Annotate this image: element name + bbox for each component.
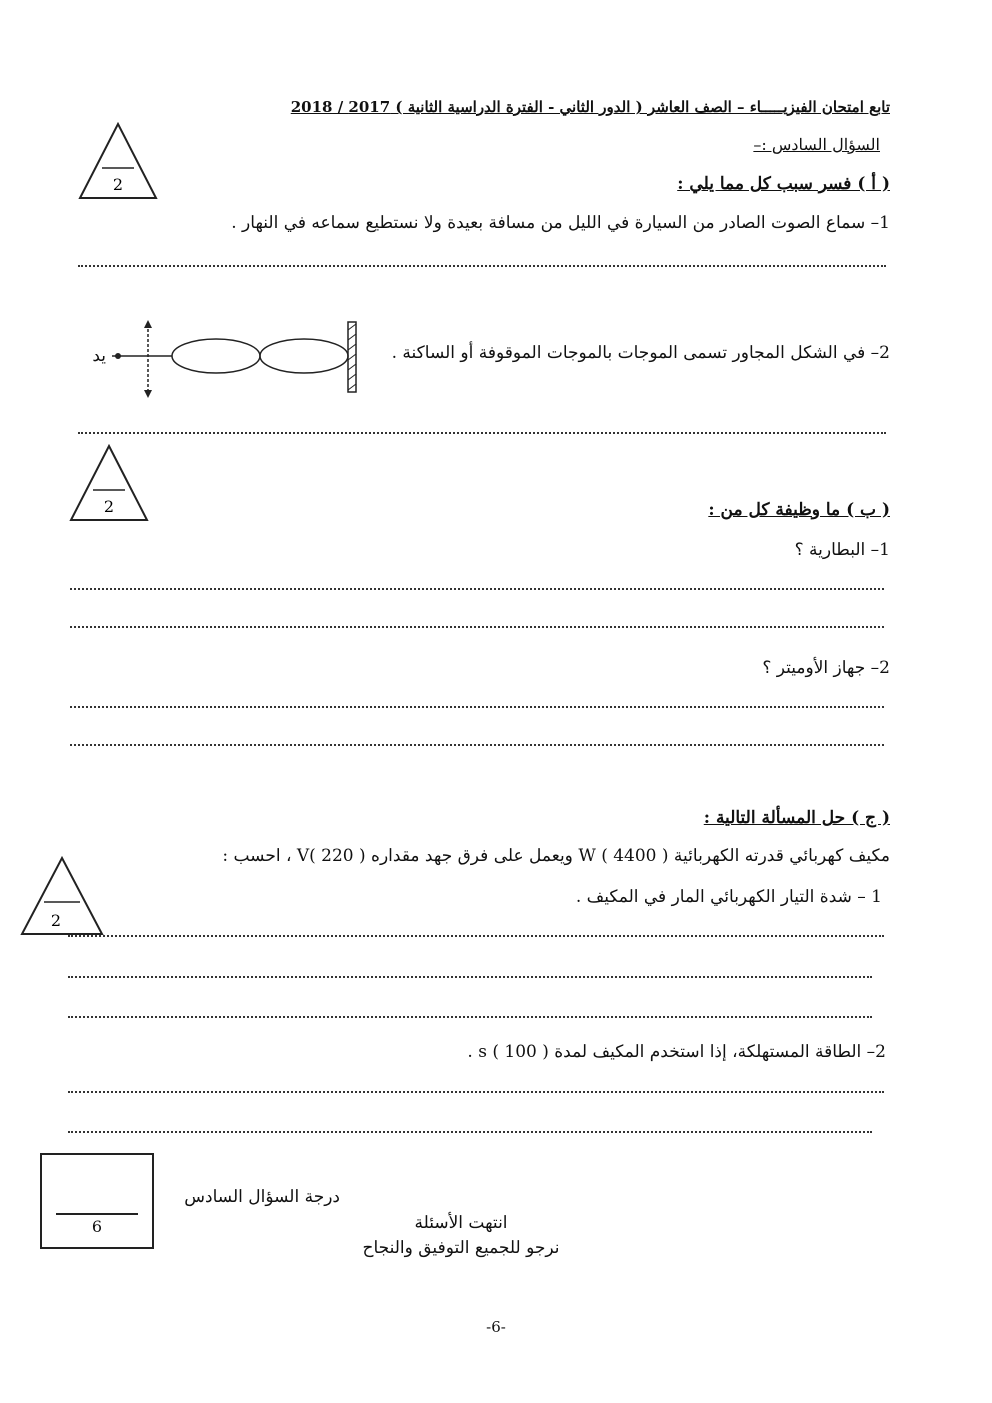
section-b-item2: 2– جهاز الأوميتر ؟ bbox=[762, 658, 890, 678]
answer-line bbox=[78, 432, 886, 434]
mark-triangle-c bbox=[20, 856, 104, 936]
section-c-item2: 2– الطاقة المستهلكة، إذا استخدم المكيف لمدة s ( 100 ) . bbox=[467, 1042, 886, 1062]
total-mark-value: 6 bbox=[91, 1217, 103, 1236]
page-number: -6- bbox=[486, 1318, 506, 1336]
section-b-item1: 1– البطارية ؟ bbox=[794, 540, 890, 560]
end-of-questions: انتهت الأسئلة bbox=[414, 1213, 508, 1233]
answer-line bbox=[68, 1131, 872, 1133]
section-a-item2: 2– في الشكل المجاور تسمى الموجات بالموجات الموقوفة أو الساكنة . bbox=[391, 343, 890, 363]
mark-triangle-b bbox=[69, 444, 149, 522]
section-b-title: ( ب ) ما وظيفة كل من : bbox=[708, 500, 890, 520]
section-a-title: ( أ ) فسر سبب كل مما يلي : bbox=[677, 174, 890, 194]
score-label: درجة السؤال السادس bbox=[184, 1187, 340, 1207]
question-title: السؤال السادس :– bbox=[753, 135, 880, 154]
answer-line bbox=[70, 626, 884, 628]
answer-line bbox=[68, 935, 884, 937]
answer-line bbox=[68, 976, 872, 978]
question-score-box bbox=[40, 1153, 154, 1249]
section-a-item1: 1– سماع الصوت الصادر من السيارة في الليل من مسافة بعيدة ولا نستطيع سماعه في النهار . bbox=[231, 213, 890, 233]
answer-line bbox=[70, 588, 884, 590]
exam-header: تابع امتحان الفيزيـــــاء – الصف العاشر ( الدور الثاني - الفترة الدراسية الثانية ) 2017 / 2018 bbox=[290, 98, 890, 116]
answer-line bbox=[68, 1091, 884, 1093]
answer-line bbox=[78, 265, 886, 267]
standing-wave-figure bbox=[82, 318, 372, 404]
answer-line bbox=[70, 744, 884, 746]
mark-a-value: 2 bbox=[112, 175, 124, 194]
figure-hand-label: يد bbox=[92, 346, 106, 366]
answer-line bbox=[68, 1016, 872, 1018]
good-luck-wish: نرجو للجميع التوفيق والنجاح bbox=[362, 1238, 560, 1258]
mark-c-value: 2 bbox=[50, 911, 62, 930]
mark-b-value: 2 bbox=[103, 497, 115, 516]
mark-triangle-a bbox=[78, 122, 158, 200]
answer-line bbox=[70, 706, 884, 708]
section-c-title: ( ج ) حل المسألة التالية : bbox=[703, 808, 890, 828]
section-c-problem: مكيف كهربائي قدرته الكهربائية W ( 4400 ) ويعمل على فرق جهد مقداره V( 220 ) ، احسب : bbox=[222, 846, 890, 866]
section-c-item1: 1 – شدة التيار الكهربائي المار في المكيف . bbox=[575, 887, 882, 907]
